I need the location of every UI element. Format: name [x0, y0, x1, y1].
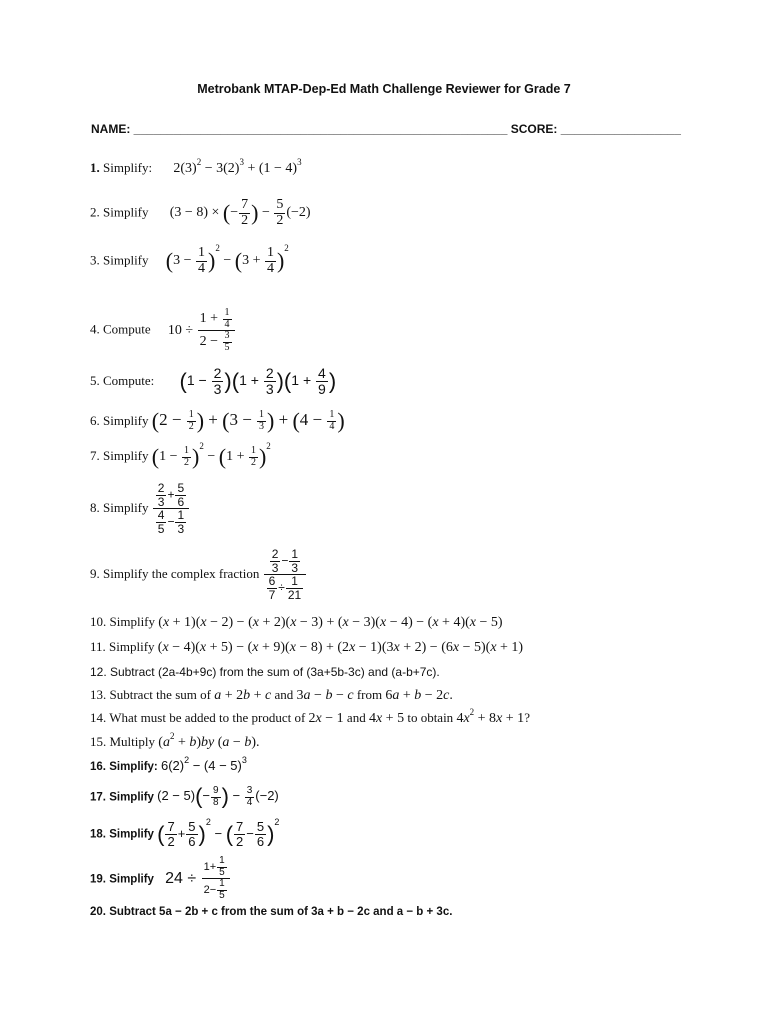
problem-16 — [90, 755, 247, 773]
problem-expression: (3 − $\frac{1}{4}$ )$^2$ − (3 + $\frac{1}{4}$ )$^2$ — [165, 243, 289, 276]
problem-label: Simplify the complex fraction — [103, 565, 260, 581]
name-score-row — [91, 122, 691, 136]
problem-number: 12. — [90, 665, 107, 679]
problem-17 — [90, 784, 279, 810]
problem-19 — [90, 856, 231, 901]
problem-expression: (x − 4)(x + 5) − (x + 9)(x − 8) + (2x − 1)(3x + 2) − (6x − 5)(x + 1) — [157, 640, 524, 655]
problem-20 — [90, 906, 452, 918]
problem-number: 5. — [90, 372, 100, 388]
problem-expression: $4x^2 + 8x + 1$ — [456, 707, 525, 726]
problem-expression: (3 − 8) × (− $\frac{7}{2}$ ) − $\frac{5}{2}$ (−2) — [169, 197, 311, 228]
score-label: SCORE: — [510, 122, 558, 136]
problem-expression: (x + 1)(x − 2) − (x + 2)(x − 3) + (x − 3)(x − 4) − (x + 4)(x − 5) — [158, 615, 503, 630]
problem-number: 2. — [90, 204, 100, 220]
problem-expression: a + 2b + c — [214, 688, 272, 703]
problem-13 — [90, 687, 453, 704]
problem-expression: 3a − b − c — [296, 688, 354, 703]
problem-expression: 6a + b − 2c. — [385, 688, 453, 703]
problem-label: Subtract 5a − 2b + c from the sum of 3a + b − 2c and a − b + 3c. — [109, 906, 453, 918]
problem-expression: 4x + 5 — [368, 711, 405, 726]
problem-label: Simplify: — [103, 160, 153, 175]
problem-label: Simplify — [103, 448, 149, 464]
page-title: Metrobank MTAP-Dep-Ed Math Challenge Reviewer for Grade 7 — [197, 82, 571, 96]
problem-number: 11. — [90, 639, 106, 654]
problem-number: 7. — [90, 448, 100, 464]
obtain-text: to obtain — [407, 710, 454, 725]
problem-18 — [90, 817, 280, 849]
problem-expression: 24 ÷ 1+ $\frac{1}{5}$ 2− $\frac{1}{5}$ — [165, 870, 231, 887]
problem-6 — [90, 408, 345, 434]
problem-expression: $6(2)^2 - (4 - 5)^3$ — [160, 755, 247, 773]
by-text: by — [201, 735, 215, 750]
problem-label: Simplify — [103, 412, 149, 428]
problem-label: Simplify — [109, 873, 154, 886]
problem-expression: (2 − $\frac{1}{2}$ ) + (3 − $\frac{1}{3}$ ) + (4 − $\frac{1}{4}$ ) — [151, 408, 345, 433]
problem-14 — [90, 707, 530, 727]
problem-expression: 10 ÷ 1 + $\frac{1}{4}$ 2 − $\frac{3}{5}$ — [168, 323, 236, 338]
problem-expression: (1 − $\frac{2}{3}$ )(1 + $\frac{2}{3}$ )(1 + $\frac{4}{9}$ ) — [179, 365, 337, 397]
problem-12 — [90, 664, 440, 680]
problem-number: 3. — [90, 252, 100, 268]
problem-number: 6. — [90, 412, 100, 428]
problem-number: 16. — [90, 761, 106, 773]
problem-expression: (2 − 5)(− $\frac{9}{8}$ ) − $\frac{3}{4}$ (−2) — [157, 784, 279, 809]
and-text: and — [346, 710, 366, 725]
problem-number: 10. — [90, 614, 107, 629]
problem-label: Compute: — [103, 372, 155, 388]
problem-number: 20. — [90, 906, 106, 918]
problem-8 — [90, 482, 190, 535]
problem-expression: (1 − $\frac{1}{2}$ )$^2$ − (1 + $\frac{1}{2}$ )$^2$ — [151, 441, 271, 469]
problem-label: Simplify: — [109, 761, 158, 773]
problem-1 — [90, 157, 302, 177]
problem-label: Simplify — [103, 204, 149, 220]
problem-expression: $(a^2 + b)by$ (a − b). — [158, 731, 260, 750]
from-text: from — [356, 687, 383, 702]
problem-expression: ( $\frac{7}{2}$ + $\frac{5}{6}$ )$^2$ − ( $\frac{7}{2}$ − $\frac{5}{6}$ )$^2$ — [157, 817, 280, 849]
and-text: and — [274, 687, 294, 702]
problem-label: Simplify — [109, 791, 154, 804]
problem-15 — [90, 731, 260, 751]
problem-label: Compute — [103, 321, 151, 337]
problem-number: 9. — [90, 565, 100, 581]
problem-number: 15. — [90, 734, 107, 749]
problem-number: 4. — [90, 321, 100, 337]
problem-expression: $2(3)^2 - 3(2)^3 + (1 - 4)^3$ — [173, 157, 302, 176]
problem-label: What must be added to the product of — [109, 710, 306, 725]
name-label: NAME: — [91, 122, 131, 136]
problem-label: Subtract the sum of — [109, 687, 211, 702]
question-mark: ? — [524, 710, 530, 725]
problem-2 — [90, 198, 311, 228]
problem-label: Multiply — [109, 734, 156, 749]
problem-number: 17. — [90, 791, 106, 804]
problem-label: Simplify — [109, 614, 156, 629]
problem-7 — [90, 441, 271, 470]
problem-10 — [90, 614, 503, 631]
problem-label: Simplify — [109, 828, 154, 841]
problem-label: Simplify — [109, 639, 155, 654]
problem-number: 8. — [90, 499, 100, 515]
problem-number: 13. — [90, 687, 107, 702]
problem-4 — [90, 308, 236, 353]
problem-label: Subtract (2a-4b+9c) from the sum of (3a+5b-3c) and (a-b+7c). — [109, 665, 440, 679]
problem-number: 19. — [90, 873, 106, 886]
problem-number: 18. — [90, 828, 106, 841]
problem-3 — [90, 243, 289, 276]
problem-11 — [90, 639, 523, 656]
problem-expression: 2x − 1 — [308, 711, 344, 726]
problem-expression: $\frac{2}{3}$ + $\frac{5}{6}$ $\frac{4}{5}$ − $\frac{1}{3}$ — [152, 501, 190, 515]
problem-label: Simplify — [103, 252, 149, 268]
score-blank[interactable]: __________________ — [560, 122, 681, 136]
name-blank[interactable]: ________________________________________________________ — [133, 122, 508, 136]
problem-number: 14. — [90, 710, 107, 725]
problem-expression: $\frac{2}{3}$ − $\frac{1}{3}$ $\frac{6}{7}$ ÷ $\frac{1}{21}$ — [263, 567, 308, 581]
problem-9 — [90, 548, 307, 601]
problem-5 — [90, 366, 336, 396]
problem-number: 1. — [90, 160, 100, 175]
problem-label: Simplify — [103, 499, 149, 515]
